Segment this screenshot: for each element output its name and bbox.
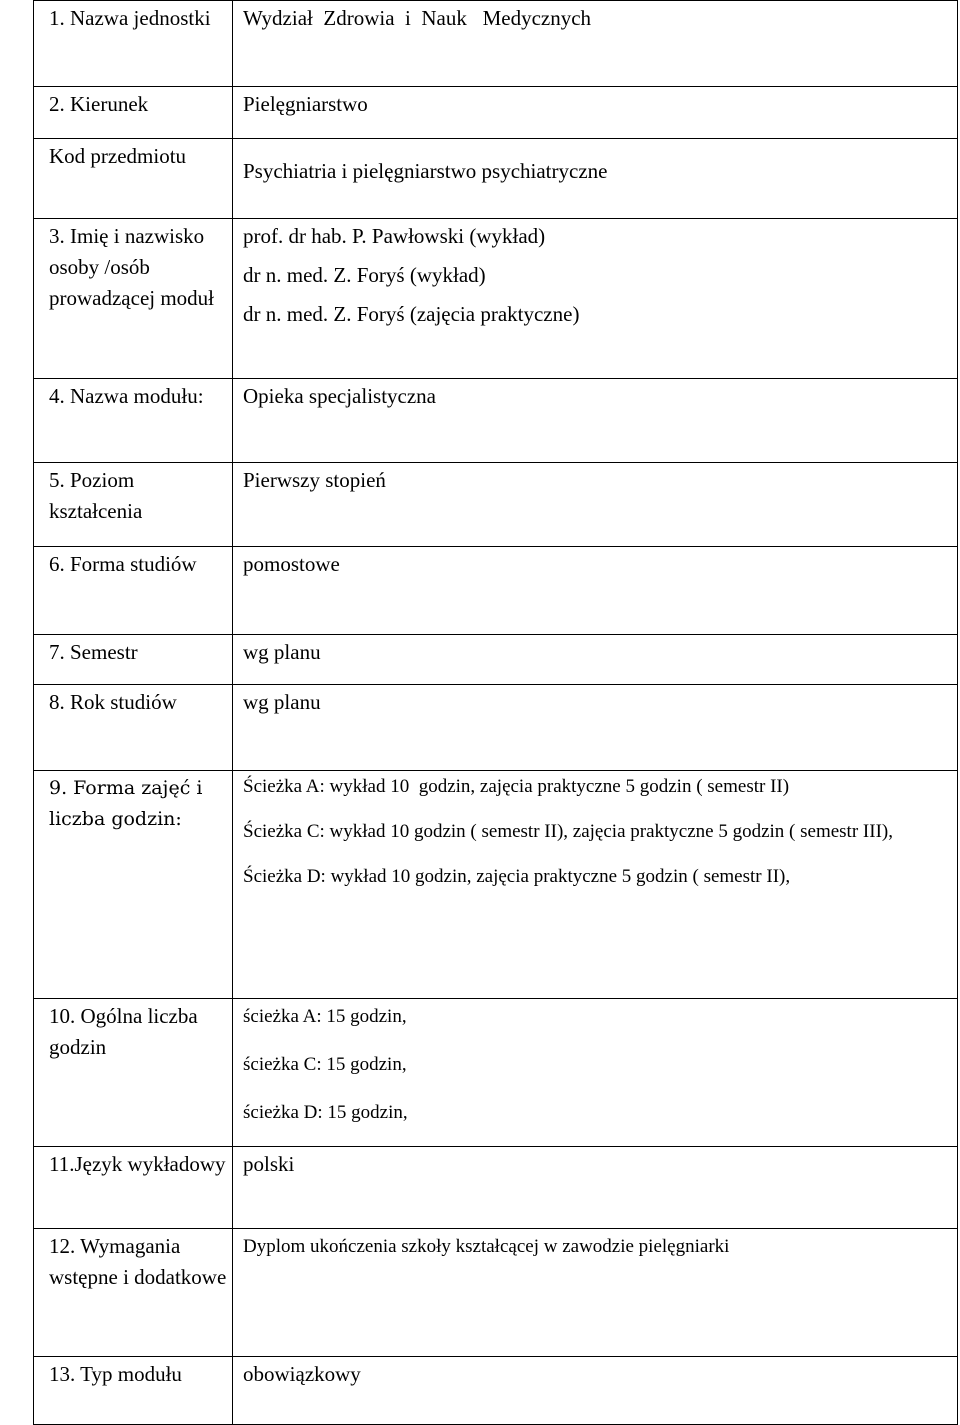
value-text: Dyplom ukończenia szkoły kształcącej w zawodzie pielęgniarki <box>243 1236 730 1257</box>
label-field: 2. Kierunek <box>34 87 233 139</box>
table-row-module-type <box>34 1357 958 1425</box>
table-row-semester <box>34 635 958 685</box>
label-level: 5. Poziom kształcenia <box>34 463 233 547</box>
value-year <box>233 685 958 771</box>
value-text: obowiązkowy <box>243 1362 361 1386</box>
value-text: pomostowe <box>243 552 340 576</box>
value-requirements <box>233 1229 958 1357</box>
value-text: Wydział Zdrowia i Nauk Medycznych <box>243 6 592 30</box>
value-total-hours <box>233 999 958 1147</box>
table-row-class-form <box>34 771 958 999</box>
label-year: 8. Rok studiów <box>34 685 233 771</box>
path-line: Ścieżka C: wykład 10 godzin ( semestr II), zajęcia praktyczne 5 godzin ( semestr III), <box>243 821 893 842</box>
label-module-type: 13. Typ modułu <box>34 1357 233 1425</box>
label-instructors: 3. Imię i nazwisko osoby /osób prowadzącej moduł <box>34 219 233 379</box>
value-text: Pierwszy stopień <box>243 468 386 492</box>
value-unit <box>233 1 958 87</box>
value-module-name <box>233 379 958 463</box>
path-line: Ścieżka A: wykład 10 godzin, zajęcia praktyczne 5 godzin ( semestr II) <box>243 776 790 797</box>
label-unit: 1. Nazwa jednostki <box>34 1 233 87</box>
instructor-line: dr n. med. Z. Foryś (wykład) <box>243 263 486 287</box>
value-text: wg planu <box>243 640 321 664</box>
table-row-total-hours <box>34 999 958 1147</box>
value-text: Pielęgniarstwo <box>243 92 368 116</box>
instructor-line: dr n. med. Z. Foryś (zajęcia praktyczne) <box>243 302 580 326</box>
value-text: wg planu <box>243 690 321 714</box>
table-row-course-code <box>34 139 958 219</box>
path-line: Ścieżka D: wykład 10 godzin, zajęcia praktyczne 5 godzin ( semestr II), <box>243 866 791 887</box>
label-class-form: 9. Forma zajęć i liczba godzin: <box>34 771 233 999</box>
value-course-code <box>233 139 958 219</box>
label-language: 11.Język wykładowy <box>34 1147 233 1229</box>
table-row-level <box>34 463 958 547</box>
value-class-form <box>233 771 958 999</box>
instructor-line: prof. dr hab. P. Pawłowski (wykład) <box>243 224 546 248</box>
label-total-hours: 10. Ogólna liczba godzin <box>34 999 233 1147</box>
table-row-requirements <box>34 1229 958 1357</box>
label-module-name: 4. Nazwa modułu: <box>34 379 233 463</box>
hours-line: ścieżka D: 15 godzin, <box>243 1102 408 1123</box>
hours-line: ścieżka C: 15 godzin, <box>243 1054 407 1075</box>
table-row-language <box>34 1147 958 1229</box>
value-text: Psychiatria i pielęgniarstwo psychiatryczne <box>243 159 608 183</box>
value-field <box>233 87 958 139</box>
table-row-instructors <box>34 219 958 379</box>
value-language <box>233 1147 958 1229</box>
value-level <box>233 463 958 547</box>
value-semester <box>233 635 958 685</box>
label-study-form: 6. Forma studiów <box>34 547 233 635</box>
table-row-year <box>34 685 958 771</box>
label-course-code: Kod przedmiotu <box>34 139 233 219</box>
value-study-form <box>233 547 958 635</box>
value-text: polski <box>243 1152 295 1176</box>
table-row-unit <box>34 1 958 87</box>
value-instructors <box>233 219 958 379</box>
module-syllabus-table <box>33 0 958 1425</box>
value-module-type <box>233 1357 958 1425</box>
label-semester: 7. Semestr <box>34 635 233 685</box>
table-row-module-name <box>34 379 958 463</box>
hours-line: ścieżka A: 15 godzin, <box>243 1006 407 1027</box>
table-row-study-form <box>34 547 958 635</box>
label-requirements: 12. Wymagania wstępne i dodatkowe <box>34 1229 233 1357</box>
value-text: Opieka specjalistyczna <box>243 384 436 408</box>
table-row-field <box>34 87 958 139</box>
